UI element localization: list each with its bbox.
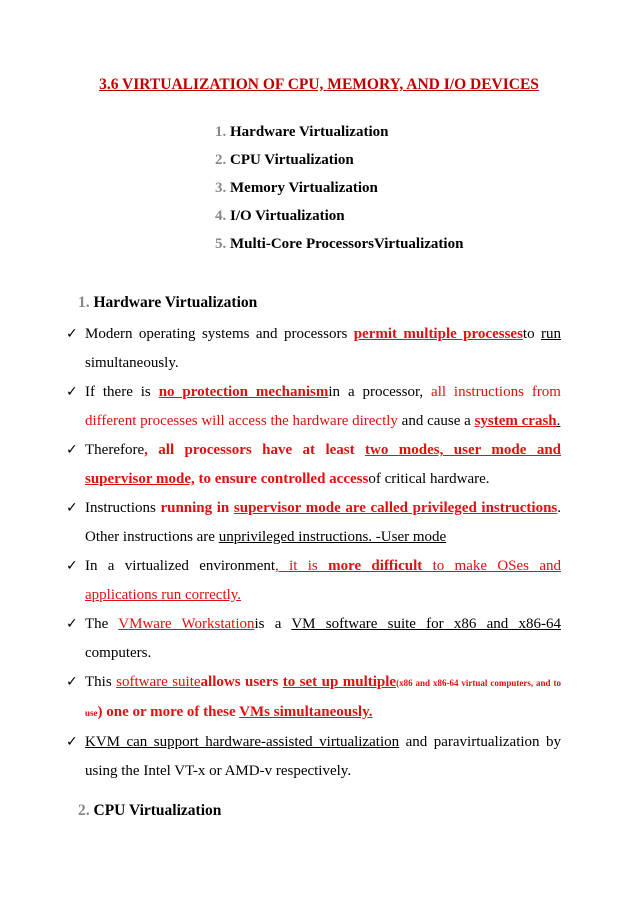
bullet-text: In a virtualized environment [85,558,276,574]
bullet-text: no protection mechanism [158,384,329,400]
toc-label: Hardware Virtualization [230,124,389,140]
bullet-text: The [85,616,119,632]
bullet-item [66,728,561,786]
bullet-text: run [541,326,561,342]
checkmark-icon: ✓ [66,558,78,574]
bullet-text: Therefore [85,442,145,458]
page-title: 3.6 VIRTUALIZATION OF CPU, MEMORY, AND I/O DEVICES [99,76,539,93]
bullet-text: KVM can support hardware-assisted virtualization [85,734,400,750]
bullet-text: Instructions [85,500,161,516]
checkmark-icon: ✓ [66,442,78,458]
toc-label: Memory Virtualization [230,180,378,196]
bullet-text: and cause a [397,413,475,429]
section-label: Hardware Virtualization [93,294,258,311]
bullet-text: VMs simultaneously. [239,704,373,720]
bullet-text: VM software suite for x86 and x86-64 [291,616,561,632]
toc-number: 5. [215,236,227,252]
bullet-item [66,552,561,610]
bullet-text: running in [160,500,234,516]
bullet-text: to ensure controlled access [194,471,369,487]
checkmark-icon: ✓ [66,616,78,632]
bullet-text: of critical hardware. [368,471,490,487]
bullet-list [66,320,561,786]
toc-number: 4. [215,208,227,224]
bullet-text: . Other instructions are [85,500,562,545]
bullet-text: supervisor mode are called privileged instructions [233,500,558,516]
bullet-text: in a processor, [328,384,432,400]
bullet-text: This [85,674,117,690]
bullet-text: , it is [275,558,329,574]
table-of-contents [215,124,463,264]
section-label: CPU Virtualization [93,802,222,819]
toc-item [215,124,463,152]
bullet-item [66,610,561,668]
bullet-text: permit multiple processes [353,326,523,342]
bullet-text: all instructions from different processes will access the hardware directly [85,384,561,429]
bullet-text: system crash [474,413,557,429]
toc-number: 1. [215,124,227,140]
bullet-text: to [522,326,541,342]
section-number: 2. [78,802,90,819]
toc-label: CPU Virtualization [230,152,354,168]
bullet-text: If there is [85,384,159,400]
bullet-text: to make OSes and applications run correctly. [85,558,561,603]
bullet-text: unprivileged instructions. -User mode [218,529,447,545]
bullet-text: ) one or more of these [97,704,240,720]
checkmark-icon: ✓ [66,734,78,750]
bullet-text: to set up multiple [282,674,397,690]
bullet-item [66,378,561,436]
bullet-text: simultaneously. [85,355,179,371]
checkmark-icon: ✓ [66,674,78,690]
toc-item [215,180,463,208]
bullet-text: VMware Workstation [118,616,255,632]
bullet-item [66,668,561,728]
section-number: 1. [78,294,90,311]
bullet-item [66,320,561,378]
bullet-text: software suite [116,674,201,690]
toc-label: Multi-Core ProcessorsVirtualization [230,236,464,252]
bullet-text: computers. [85,645,152,661]
bullet-text: is a [254,616,292,632]
bullet-text: two modes, user mode and supervisor mode, [85,442,561,487]
section-heading-cpu [78,802,221,820]
bullet-text: . [556,413,561,429]
checkmark-icon: ✓ [66,326,78,342]
toc-number: 3. [215,180,227,196]
bullet-text: (x86 and x86-64 virtual computers, and to use [85,678,561,718]
toc-number: 2. [215,152,227,168]
bullet-text: and paravirtualization by using the Intel VT-x or AMD-v respectively. [85,734,561,779]
checkmark-icon: ✓ [66,384,78,400]
bullet-item [66,494,561,552]
toc-label: I/O Virtualization [230,208,345,224]
bullet-item [66,436,561,494]
toc-item [215,152,463,180]
bullet-text: more difficult [328,558,423,574]
bullet-text: Modern operating systems and processors [85,326,354,342]
toc-item [215,236,463,264]
toc-item [215,208,463,236]
section-heading-hardware [78,294,257,312]
bullet-text: allows users [200,674,283,690]
bullet-text: , all processors have at least [144,442,366,458]
checkmark-icon: ✓ [66,500,78,516]
